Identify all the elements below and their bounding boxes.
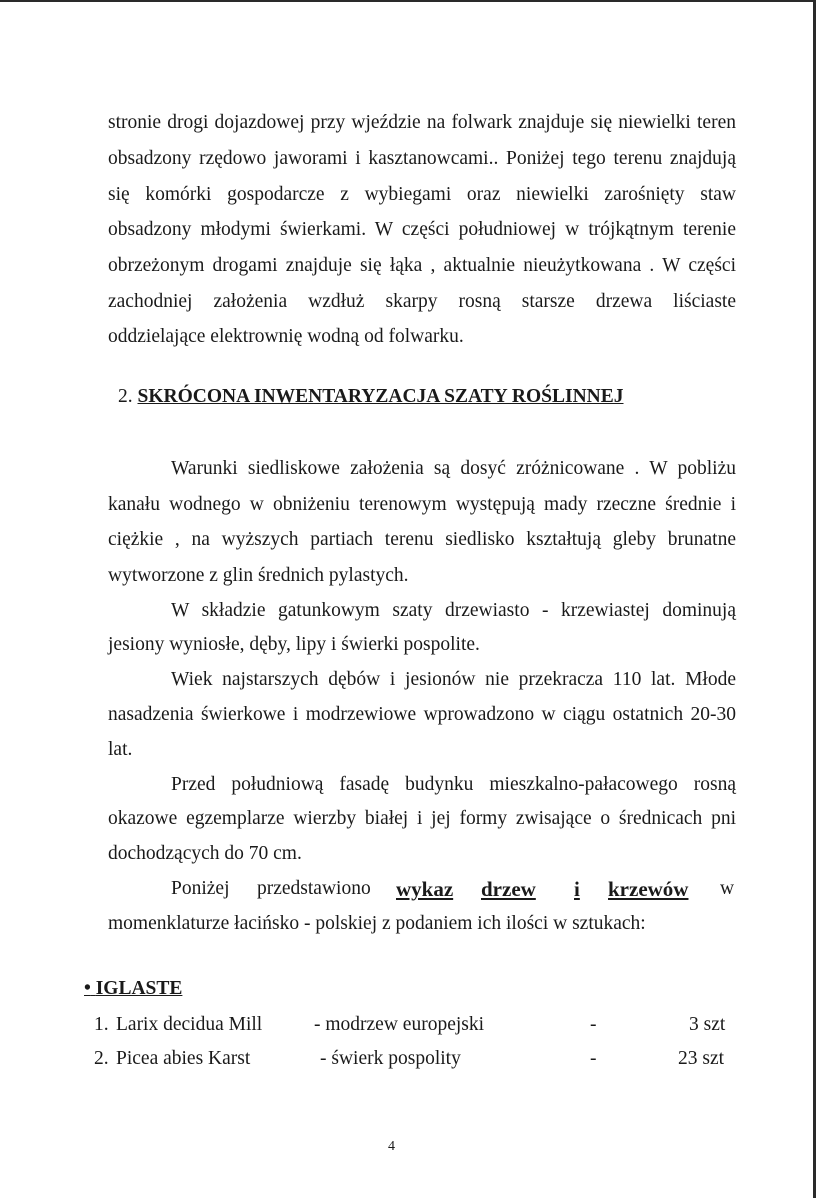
highlight-word: drzew [481,877,536,901]
intro-word: Poniżej [171,878,230,899]
text-line: oddzielające elektrownię wodną od folwarku. [108,326,464,347]
section-title [84,976,182,1002]
scan-edge-top [0,0,816,2]
highlight-word: krzewów [608,877,689,901]
text-line: obsadzony rzędowo jaworami i kasztanowcami.. Poniżej tego terenu znajdują [108,148,736,169]
item-number: 1. [94,1014,109,1035]
section-heading [118,383,624,411]
intro-word: w [720,878,735,899]
text-line: kanału wodnego w obniżeniu terenowym występują mady rzeczne średnie i [108,494,736,515]
text-line: się komórki gospodarcze z wybiegami oraz niewielki zarośnięty staw [108,184,736,205]
polish-name: - świerk pospolity [320,1048,461,1069]
latin-name: Picea abies Karst [116,1048,251,1069]
text-line: Przed południową fasadę budynku mieszkalno-pałacowego rosną [171,774,736,795]
text-line: dochodzących do 70 cm. [108,843,302,864]
intro-line [171,875,736,903]
text-line: Wiek najstarszych dębów i jesionów nie przekracza 110 lat. Młode [171,669,736,690]
separator-dash: - [590,1048,597,1069]
text-line: stronie drogi dojazdowej przy wjeździe na folwark znajduje się niewielki teren [108,112,736,133]
intro-word: przedstawiono [257,878,371,899]
text-line: momenklaturze łacińsko - polskiej z podaniem ich ilości w sztukach: [108,913,646,934]
separator-dash: - [590,1014,597,1035]
text-line: jesiony wyniosłe, dęby, lipy i świerki pospolite. [108,634,480,655]
section-title-text: IGLASTE [95,978,183,999]
text-line: Warunki siedliskowe założenia są dosyć zróżnicowane . W pobliżu [171,458,736,479]
item-number: 2. [94,1048,109,1069]
quantity: 3 szt [689,1014,726,1035]
polish-name: - modrzew europejski [314,1014,485,1035]
heading-title: SKRÓCONA INWENTARYZACJA SZATY ROŚLINNEJ [137,386,624,407]
highlight-word: wykaz [396,877,454,901]
page-number: 4 [388,1139,395,1154]
text-line: nasadzenia świerkowe i modrzewiowe wprowadzono w ciągu ostatnich 20-30 [108,704,736,725]
text-line: okazowe egzemplarze wierzby białej i jej formy zwisające o średnicach pni [108,808,736,829]
heading-number: 2. [118,386,133,407]
text-line: zachodniej założenia wzdłuż skarpy rosną starsze drzewa liściaste [108,291,736,312]
text-line: W składzie gatunkowym szaty drzewiasto - krzewiastej dominują [171,600,736,621]
text-line: obsadzony młodymi świerkami. W części południowej w trójkątnym terenie [108,219,736,240]
text-line: ciężkie , na wyższych partiach terenu siedlisko kształtują gleby brunatne [108,529,736,550]
bullet-icon: • [84,978,91,999]
text-line: wytworzone z glin średnich pylastych. [108,565,409,586]
quantity: 23 szt [678,1048,725,1069]
latin-name: Larix decidua Mill [116,1014,263,1035]
highlight-word: i [574,877,580,901]
text-line: obrzeżonym drogami znajduje się łąka , aktualnie nieużytkowana . W części [108,255,736,276]
text-line: lat. [108,739,133,760]
